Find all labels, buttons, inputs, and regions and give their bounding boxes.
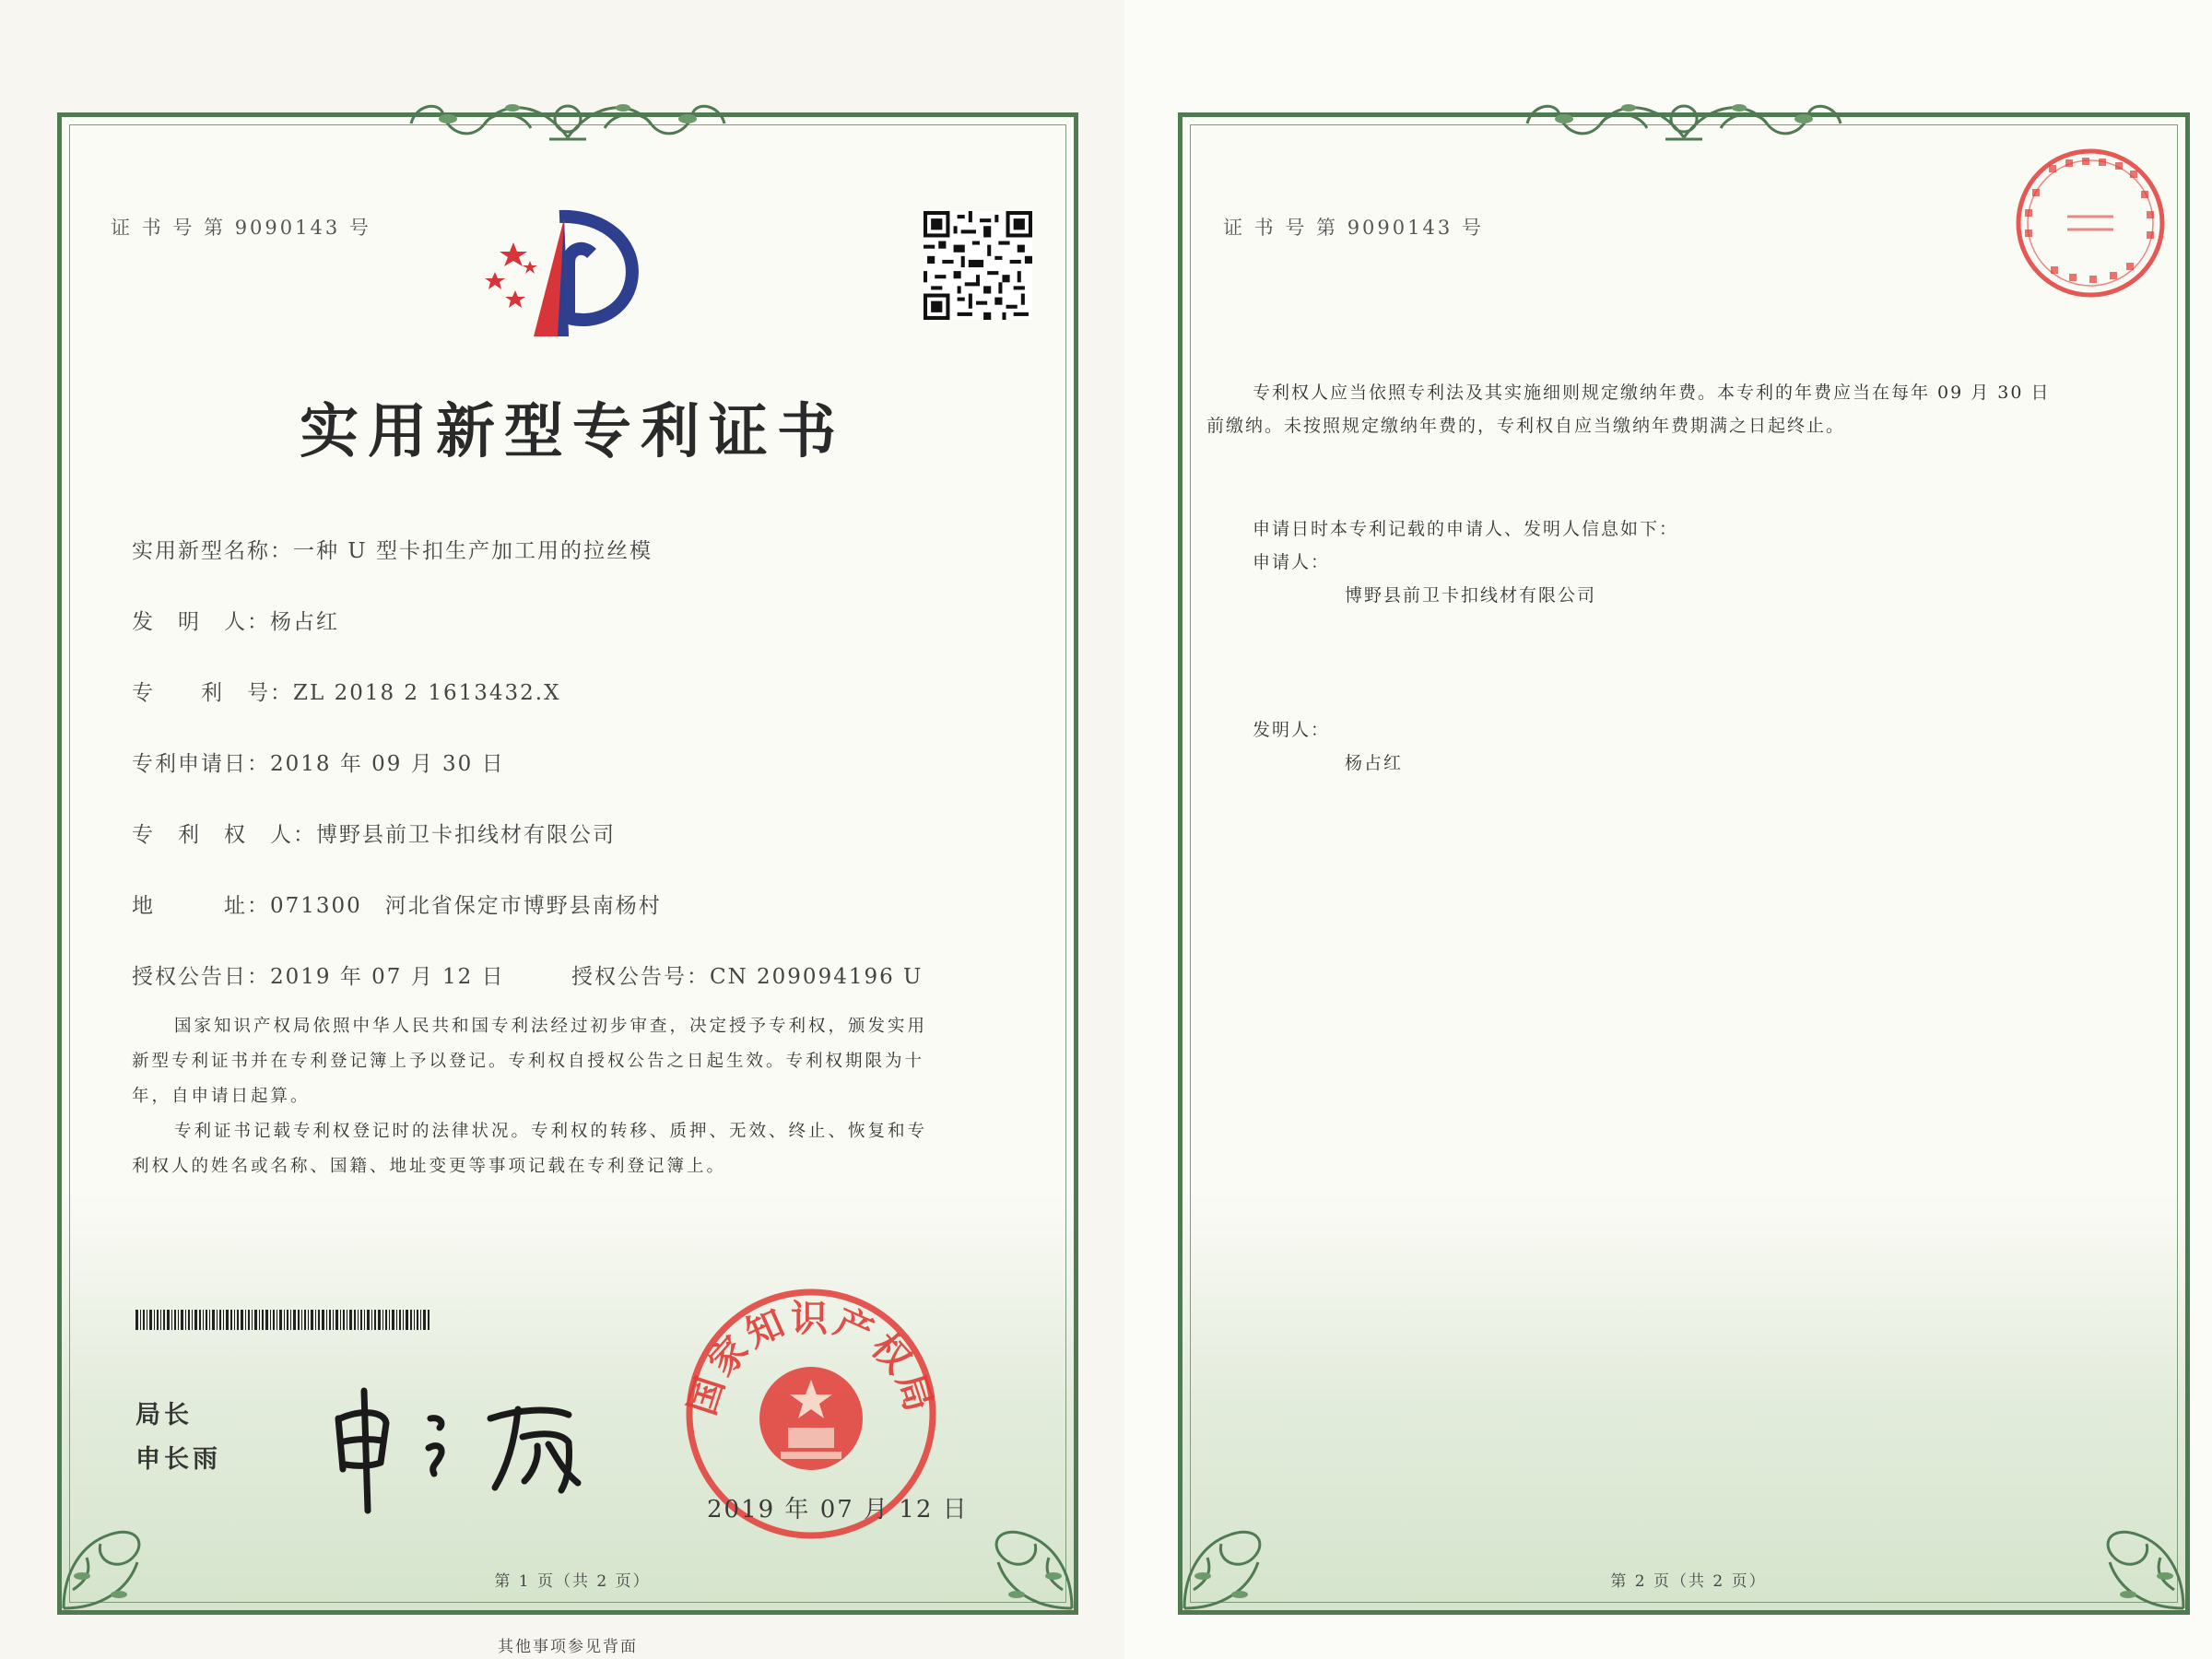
field-label: 专 利 权 人： bbox=[132, 823, 316, 847]
applicant-label: 申请人： bbox=[1253, 552, 1331, 572]
field-grant-date bbox=[132, 959, 505, 990]
field-value: ZL 2018 2 1613432.X bbox=[293, 681, 561, 705]
field-value: 杨占红 bbox=[270, 610, 339, 634]
field-label: 发 明 人： bbox=[132, 610, 270, 634]
statement-line: 年，自申请日起算。 bbox=[132, 1087, 311, 1106]
certificate-page-2 bbox=[1178, 112, 2190, 1615]
fee-notice-line: 前缴纳。未按照规定缴纳年费的，专利权自应当缴纳年费期满之日起终止。 bbox=[1206, 416, 1846, 436]
statement-line: 国家知识产权局依照中华人民共和国专利法经过初步审查，决定授予专利权，颁发实用 bbox=[174, 1017, 928, 1036]
field-inventor bbox=[132, 605, 339, 635]
handwritten-signature-icon bbox=[320, 1382, 633, 1520]
patent-office-logo-icon bbox=[477, 207, 642, 346]
statement-line: 专利证书记载专利权登记时的法律状况。专利权的转移、质押、无效、终止、恢复和专 bbox=[174, 1122, 928, 1141]
qr-code-icon bbox=[924, 211, 1032, 320]
field-patentee bbox=[132, 818, 616, 848]
seal-text: 国家知识产权局 bbox=[680, 1297, 942, 1420]
field-patent-number bbox=[132, 676, 560, 706]
statement-line: 利权人的姓名或名称、国籍、地址变更等事项记载在专利登记簿上。 bbox=[132, 1157, 727, 1176]
corner-ornament-icon bbox=[54, 1488, 183, 1618]
field-value: 071300 河北省保定市博野县南杨村 bbox=[270, 894, 662, 918]
field-value: 2018 年 09 月 30 日 bbox=[270, 752, 505, 776]
field-value: 2019 年 07 月 12 日 bbox=[270, 965, 505, 989]
certificate-number: 证 书 号 第 9090143 号 bbox=[1223, 217, 1484, 239]
field-label: 专 利 号： bbox=[132, 681, 293, 705]
statement-line: 新型专利证书并在专利登记簿上予以登记。专利权自授权公告之日起生效。专利权期限为十 bbox=[132, 1052, 925, 1071]
director-title: 局长 bbox=[135, 1401, 193, 1430]
field-utility-model-name bbox=[132, 534, 653, 564]
top-ornament-icon bbox=[1509, 91, 1859, 148]
field-label: 专利申请日： bbox=[132, 752, 270, 776]
field-label: 授权公告号： bbox=[571, 965, 710, 989]
field-label: 实用新型名称： bbox=[132, 539, 293, 563]
statement-paragraph-1 bbox=[132, 1009, 1053, 1114]
page-footer: 第 1 页（共 2 页） bbox=[494, 1572, 651, 1591]
corner-ornament-icon bbox=[952, 1488, 1081, 1618]
field-label: 授权公告日： bbox=[132, 965, 270, 989]
statement-paragraph-2 bbox=[132, 1114, 1053, 1184]
field-value: 博野县前卫卡扣线材有限公司 bbox=[316, 823, 616, 847]
field-value: 一种 U 型卡扣生产加工用的拉丝模 bbox=[293, 539, 653, 563]
field-application-date bbox=[132, 747, 505, 777]
inventor-value: 杨占红 bbox=[1345, 753, 1404, 773]
field-address bbox=[132, 888, 662, 919]
bottom-note: 其他事项参见背面 bbox=[498, 1638, 638, 1656]
certificate-title: 实用新型专利证书 bbox=[300, 397, 845, 466]
inventor-label: 发明人： bbox=[1253, 720, 1331, 740]
barcode-icon bbox=[135, 1310, 430, 1330]
field-grant-number bbox=[571, 959, 923, 990]
corner-ornament-icon bbox=[2064, 1488, 2193, 1618]
corner-ornament-icon bbox=[1175, 1488, 1304, 1618]
agency-stamp-icon bbox=[2012, 145, 2169, 301]
top-ornament-icon bbox=[393, 91, 743, 148]
seal-date: 2019 年 07 月 12 日 bbox=[707, 1496, 969, 1524]
page-footer: 第 2 页（共 2 页） bbox=[1610, 1572, 1767, 1591]
fee-notice-line: 专利权人应当依照专利法及其实施细则规定缴纳年费。本专利的年费应当在每年 09 月 30 日 bbox=[1253, 382, 2051, 403]
certificate-page-1 bbox=[57, 112, 1078, 1615]
field-label: 地 址： bbox=[132, 894, 270, 918]
info-intro: 申请日时本专利记载的申请人、发明人信息如下： bbox=[1253, 519, 1679, 539]
director-name: 申长雨 bbox=[135, 1445, 221, 1474]
applicant-value: 博野县前卫卡扣线材有限公司 bbox=[1345, 585, 1597, 606]
field-value: CN 209094196 U bbox=[710, 965, 924, 989]
certificate-number: 证 书 号 第 9090143 号 bbox=[111, 217, 371, 239]
